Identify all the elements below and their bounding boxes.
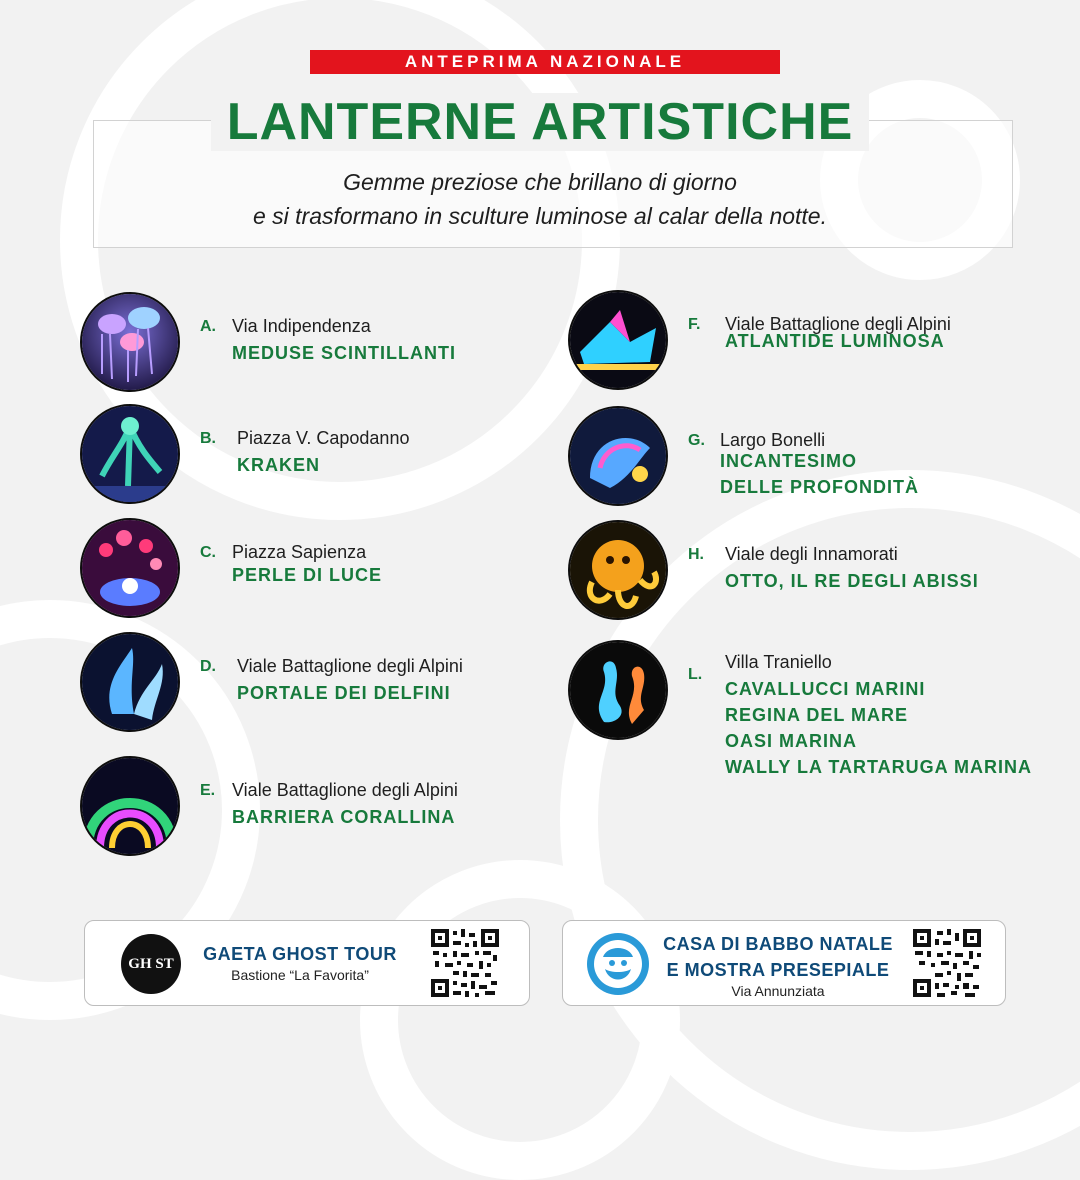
- lantern-name: MEDUSE SCINTILLANTI: [232, 343, 456, 363]
- ghost-tour-logo: GH ST: [121, 934, 181, 994]
- lantern-thumbnail: [82, 758, 178, 854]
- page-title: LANTERNE ARTISTICHE: [0, 92, 1080, 152]
- ghost-tour-card[interactable]: [84, 920, 530, 1006]
- page-subtitle: Gemme preziose che brillano di giorno e si trasformano in sculture luminose al calar della notte.: [252, 169, 827, 229]
- location-item[interactable]: G. Largo Bonelli INCANTESIMO DELLE PROFONDITÀ: [570, 408, 1030, 504]
- location-item[interactable]: E. Viale Battaglione degli Alpini BARRIERA CORALLINA: [82, 758, 522, 854]
- street-label: Viale Battaglione degli Alpini: [232, 780, 458, 800]
- ghost-tour-title: GAETA GHOST TOUR: [203, 944, 397, 964]
- lantern-thumbnail: [570, 642, 666, 738]
- lantern-name: OASI MARINA: [725, 731, 857, 751]
- lantern-name: ATLANTIDE LUMINOSA: [725, 331, 945, 351]
- santa-icon: [587, 933, 649, 995]
- location-item[interactable]: L. Villa Traniello CAVALLUCCI MARINI REGINA DEL MARE OASI MARINA WALLY LA TARTARUGA MARINA: [570, 642, 1040, 782]
- lantern-thumbnail: [570, 292, 666, 388]
- location-item[interactable]: B. Piazza V. Capodanno KRAKEN: [82, 406, 522, 502]
- street-label: Villa Traniello: [725, 652, 832, 672]
- street-label: Piazza V. Capodanno: [237, 428, 410, 448]
- lantern-thumbnail: [82, 634, 178, 730]
- lantern-thumbnail: [570, 408, 666, 504]
- babbo-natale-location: Via Annunziata: [731, 983, 825, 999]
- lantern-thumbnail: [570, 522, 666, 618]
- location-item[interactable]: F. Viale Battaglione degli Alpini ATLANTIDE LUMINOSA: [570, 292, 1030, 388]
- lantern-name: CAVALLUCCI MARINI: [725, 679, 926, 699]
- street-label: Via Indipendenza: [232, 316, 371, 336]
- lantern-name: PORTALE DEI DELFINI: [237, 683, 451, 703]
- street-label: Viale degli Innamorati: [725, 544, 898, 564]
- lantern-name: OTTO, IL RE DEGLI ABISSI: [725, 571, 979, 591]
- street-label: Piazza Sapienza: [232, 542, 367, 562]
- location-item[interactable]: H. Viale degli Innamorati OTTO, IL RE DEGLI ABISSI: [570, 522, 1030, 618]
- lantern-name: KRAKEN: [237, 455, 321, 475]
- preview-badge: ANTEPRIMA NAZIONALE: [310, 50, 780, 74]
- lantern-thumbnail: [82, 294, 178, 390]
- lantern-thumbnail: [82, 406, 178, 502]
- lantern-thumbnail: [82, 520, 178, 616]
- lantern-name: PERLE DI LUCE: [232, 565, 383, 585]
- ghost-tour-location: Bastione “La Favorita”: [231, 967, 369, 983]
- location-item[interactable]: D. Viale Battaglione degli Alpini PORTALE DEI DELFINI: [82, 634, 542, 730]
- street-label: Viale Battaglione degli Alpini: [725, 314, 951, 334]
- qr-code[interactable]: [913, 929, 981, 997]
- babbo-natale-title: CASA DI BABBO NATALE E MOSTRA PRESEPIALE: [663, 934, 893, 980]
- location-item[interactable]: C. Piazza Sapienza PERLE DI LUCE: [82, 520, 522, 616]
- lantern-name: BARRIERA CORALLINA: [232, 807, 456, 827]
- lantern-name: WALLY LA TARTARUGA MARINA: [725, 757, 1032, 777]
- lantern-name: INCANTESIMO: [720, 451, 857, 471]
- street-label: Largo Bonelli: [720, 430, 826, 450]
- lantern-name: REGINA DEL MARE: [725, 705, 909, 725]
- background-ring: [360, 860, 680, 1180]
- street-label: Viale Battaglione degli Alpini: [237, 656, 463, 676]
- location-item[interactable]: A. Via Indipendenza MEDUSE SCINTILLANTI: [82, 294, 522, 390]
- babbo-natale-card[interactable]: [562, 920, 1006, 1006]
- qr-code[interactable]: [431, 929, 499, 997]
- lantern-name: DELLE PROFONDITÀ: [720, 477, 919, 497]
